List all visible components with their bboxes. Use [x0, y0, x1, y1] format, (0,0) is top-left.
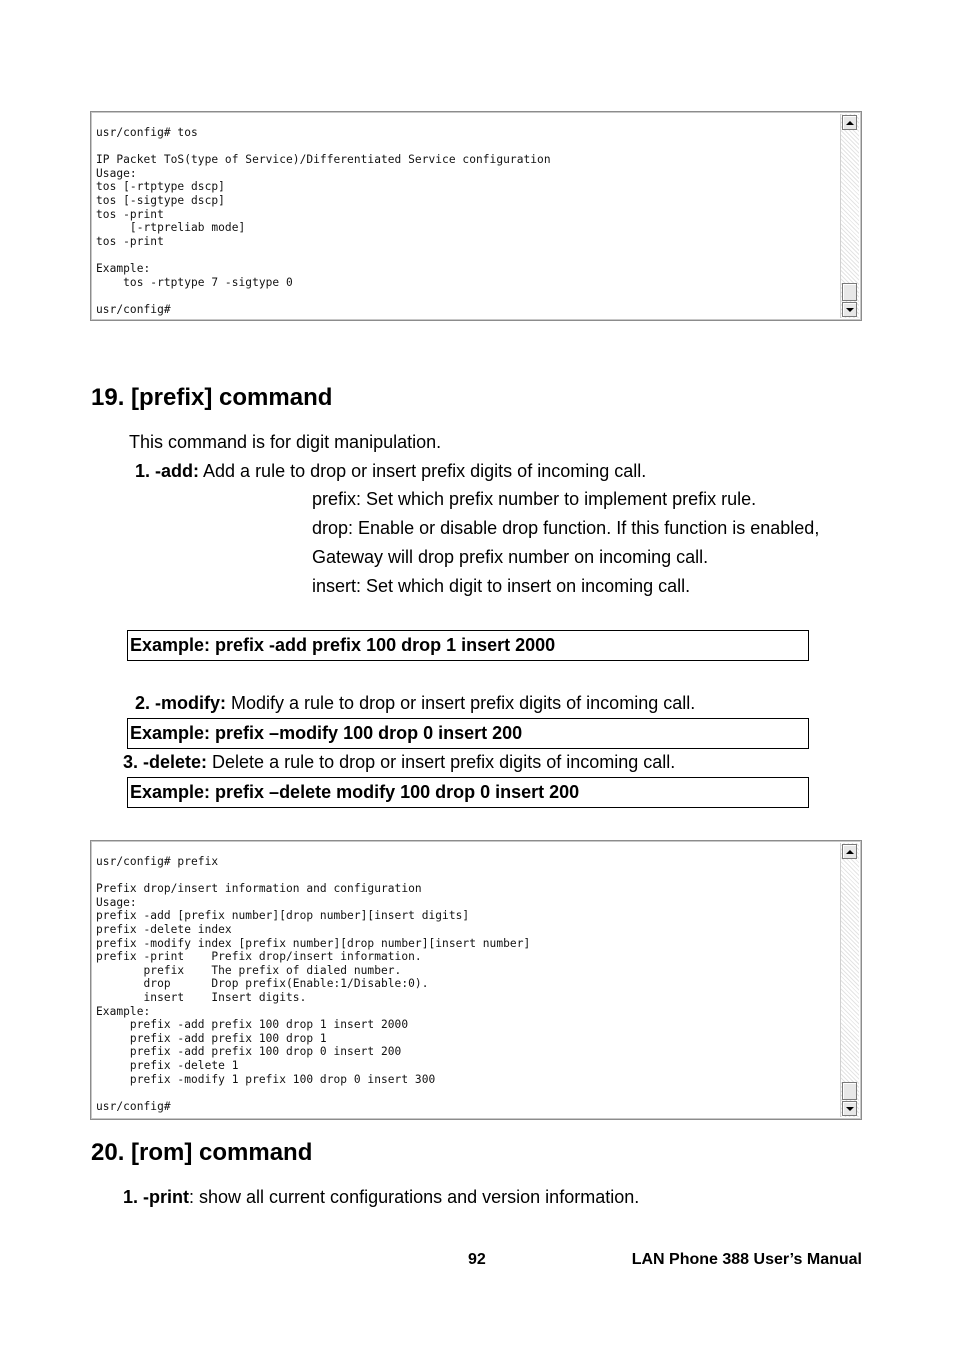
add-detail-drop-cont: Gateway will drop prefix number on incoming call.	[312, 547, 709, 567]
terminal-output-tos: usr/config# tos IP Packet ToS(type of Service)/Differentiated Service configuration Usage: tos [-rtptype dscp] tos [-sigtype dscp] tos -print [-rtpreliab mode] tos -print Example: tos -rtptype 7 -sigtype 0 usr/config#	[96, 126, 551, 316]
arrow-down-icon	[846, 308, 854, 312]
prefix-intro-text: This command is for digit manipulation.	[129, 432, 442, 452]
modify-option-label: 2. -modify:	[135, 693, 227, 713]
add-option-text: Add a rule to drop or insert prefix digits of incoming call.	[199, 461, 647, 481]
arrow-up-icon	[846, 121, 854, 125]
modify-option-text: Modify a rule to drop or insert prefix digits of incoming call.	[226, 693, 696, 713]
add-option-label: 1. -add:	[135, 461, 200, 481]
section-heading-prefix: 19. [prefix] command	[91, 384, 333, 411]
arrow-up-icon	[846, 850, 854, 854]
terminal-screenshot-tos	[90, 111, 862, 321]
terminal-output-prefix: usr/config# prefix Prefix drop/insert information and configuration Usage: prefix -add [prefix number][drop number][insert digits] prefix -delete index prefix -modify index [prefix number][drop number][insert number] prefix -print Prefix drop/insert information. prefix The prefix of dialed number. drop Drop prefix(Enable:1/Disable:0). insert Insert digits. Example: prefix -add prefix 100 drop 1 insert 2000 prefix -add prefix 100 drop 1 prefix -add prefix 100 drop 0 insert 200 prefix -delete 1 prefix -modify 1 prefix 100 drop 0 insert 300 usr/config#	[96, 855, 531, 1113]
scroll-up-button[interactable]	[842, 844, 857, 859]
rom-print-line	[123, 1187, 639, 1208]
add-option-line	[135, 461, 646, 482]
manual-title: LAN Phone 388 User’s Manual	[631, 1251, 862, 1268]
example-box-delete: Example: prefix –delete modify 100 drop 0 insert 200	[127, 777, 809, 808]
add-detail-prefix: prefix: Set which prefix number to implement prefix rule.	[312, 489, 757, 509]
scroll-thumb[interactable]	[842, 1082, 857, 1100]
terminal-scrollbar[interactable]	[840, 114, 859, 318]
example-box-modify: Example: prefix –modify 100 drop 0 insert 200	[127, 718, 809, 749]
add-detail-insert: insert: Set which digit to insert on incoming call.	[312, 576, 691, 596]
delete-option-line	[123, 752, 675, 773]
example-box-add: Example: prefix -add prefix 100 drop 1 insert 2000	[127, 630, 809, 661]
delete-option-label: 3. -delete:	[123, 752, 208, 772]
rom-print-label: 1. -print	[123, 1187, 189, 1207]
section-heading-rom: 20. [rom] command	[91, 1139, 313, 1166]
terminal-scrollbar[interactable]	[840, 843, 859, 1117]
page-number: 92	[468, 1251, 486, 1268]
arrow-down-icon	[846, 1107, 854, 1111]
add-detail-drop: drop: Enable or disable drop function. If this function is enabled,	[312, 518, 820, 538]
scroll-down-button[interactable]	[842, 302, 857, 317]
scroll-up-button[interactable]	[842, 115, 857, 130]
scroll-down-button[interactable]	[842, 1101, 857, 1116]
modify-option-line	[135, 693, 695, 714]
rom-print-text: : show all current configurations and version information.	[189, 1187, 640, 1207]
scroll-thumb[interactable]	[842, 283, 857, 301]
delete-option-text: Delete a rule to drop or insert prefix digits of incoming call.	[207, 752, 676, 772]
terminal-screenshot-prefix	[90, 840, 862, 1120]
